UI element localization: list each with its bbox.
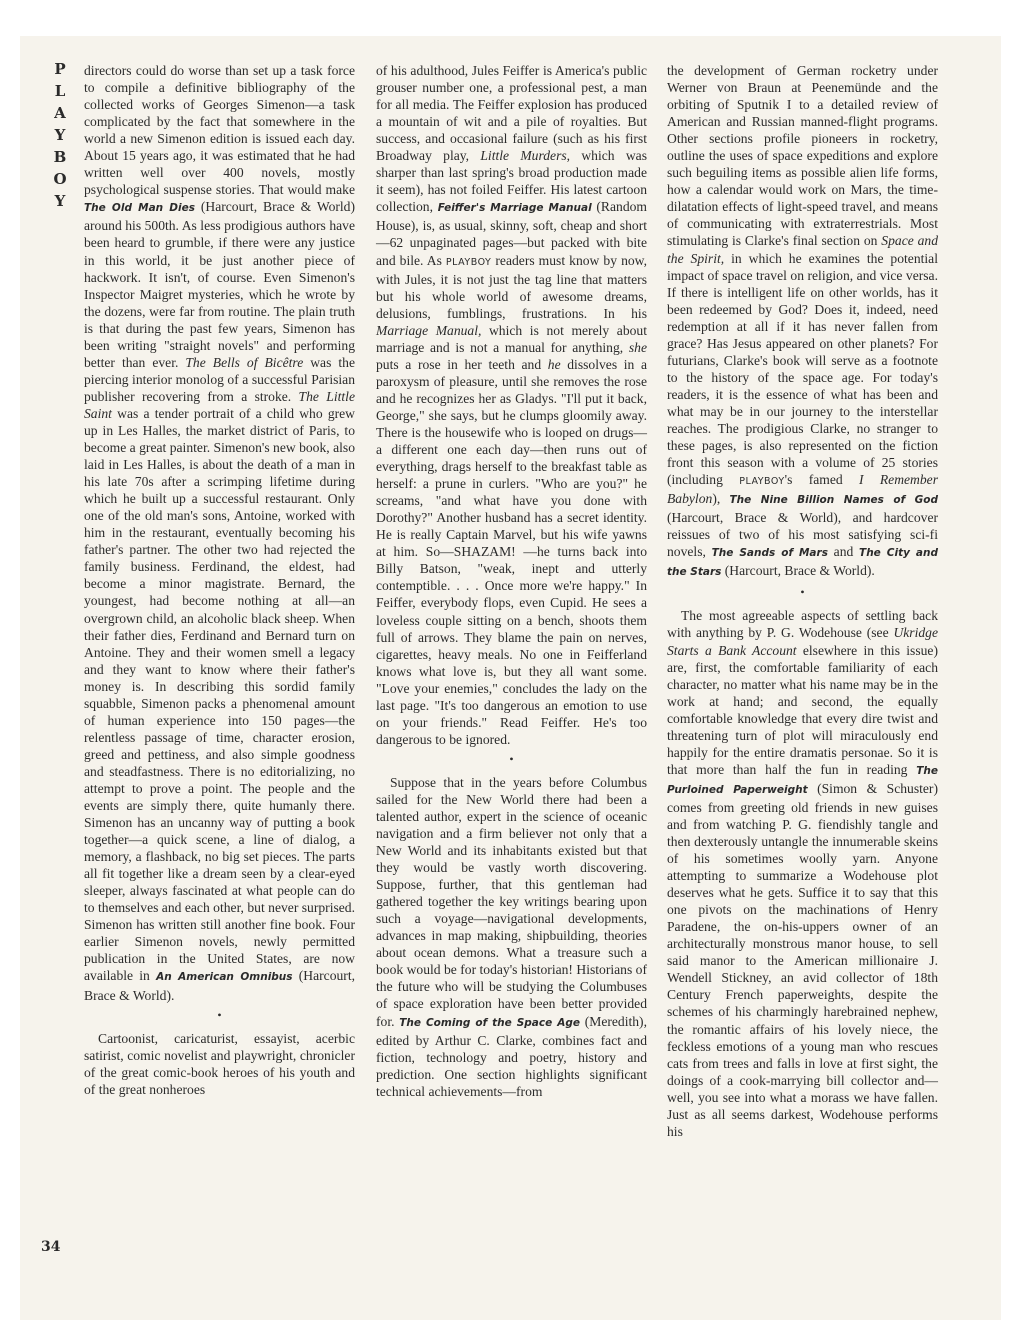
- book-title: Feiffer's Marriage Manual: [437, 202, 592, 215]
- column-2: [376, 62, 647, 1100]
- column-1: [84, 62, 355, 1098]
- book-title: The Sands of Mars: [711, 547, 828, 560]
- book-title: The Bells of Bicêtre: [185, 354, 304, 370]
- masthead-letter: O: [53, 170, 67, 188]
- paragraph-clarke: Suppose that in the years before Columbus sailed for the New World there had been a talented author, expert in the science of oceanic navigation and a firm believer not only that a New World and its inhabitants existed but that they would be vastly worth discovering. Suppose, further, that this gentleman had gathered together the key writings bearing upon such a voyage—navigational developments, advances in map making, shipbuilding, theories about ocean demons. What a treasure such a book would be for today's historian! Historians of the future who will be studying the Columbuses of space exploration have been better provided for. The Coming of the Space Age (Meredith), edited by Arthur C. Clarke, combines fact and fiction, technology and poetry, history and prediction. One section highlights significant technical achievements—from: [376, 774, 647, 1099]
- book-title: Little Murders: [480, 148, 567, 164]
- book-title: An American Omnibus: [156, 971, 293, 984]
- section-separator: •: [800, 585, 805, 600]
- paragraph-feiffer: of his adulthood, Jules Feiffer is America's public grouser number one, a professional pest, a man for all media. The Feiffer explosion has produced a mountain of wit and a pile of royalties. But success, and occasional failure (such as his first Broadway play, Little Murders, which was sharper than last spring's broad production made it seem), has not foiled Feiffer. His latest cartoon collection, Feiffer's Marriage Manual (Random House), is, as usual, skinny, soft, cheap and short—62 unpaginated pages—but packed with bite and bile. As PLAYBOY readers must know by now, with Jules, it is not just the tag line that matters but his whole world of awesome dreams, delusions, fumblings, frustrations. In his Marriage Manual, which is not merely about marriage and is not a manual for anything, she puts a rose in her teeth and he dissolves in a paroxysm of pleasure, until she removes the rose and he recognizes her as Gladys. "I'll put it back, George," she says, but he clumps gloomily away. There is the housewife who is looped on drugs—a different one each day—then runs out of everything, drags herself to the breakfast table as herself: a prune in curlers. "Who are you?" he screams, "and what have you done with Dorothy?" Another husband has a secret identity. He is really Captain Marvel, but his wife yawns at him. So—SHAZAM! —he turns back into Billy Batson, "weak, inept and utterly contemptible. . . . Once more we're happy." In Feiffer, everybody flops, even Cupid. He sees a loveless couple sitting on a bench, shoots them full of arrows. They blame the pain on nerves, cigarettes, heavy meals. No one in Feifferland knows what love is, but they all want some. "Love your enemies," concludes the lady on the last page. "It's too dangerous an emotion to use on your friends." Read Feiffer. He's too dangerous to be ignored.: [376, 63, 647, 747]
- paragraph-feiffer-start: Cartoonist, caricaturist, essayist, acerbic satirist, comic novelist and playwright, chronicler of the great comic-book heroes of his youth and of the great nonheroes: [84, 1030, 355, 1097]
- paragraph-wodehouse: The most agreeable aspects of settling back with anything by P. G. Wodehouse (see Ukridge Starts a Bank Account elsewhere in this issue) are, first, the comfortable familiarity of each character, no matter what his name may be in the work at hand; and second, the equally comfortable knowledge that every dire twist and threatening turn of plot will miraculously end happily for the entire dramatis personae. So it is that more than half the fun in reading The Purloined Paperweight (Simon & Schuster) comes from greeting old friends in new guises and from watching P. G. fiendishly tangle and then dexterously untangle the innumerable skeins of his sometimes woolly yarn. Anyone attempting to summarize a Wodehouse plot deserves what he gets. Suffice it to say that this one pivots on the machinations of Henry Paradene, the on-his-uppers owner of an architecturally monstrous manor house, to sell said manor to the American millionaire J. Wendell Stickney, an avid collector of 18th Century French paperweights, despite the schemes of his charmingly harebrained nephew, the romantic affairs of his lovely niece, the feckless emotions of a young man who rescues cats from trees and falls in love at first sight, the doings of a cook-marrying bill collector and—well, you see into what a morass we have fallen. Just as all seems darkest, Wodehouse performs his: [667, 608, 938, 1139]
- paragraph-clarke-cont: the development of German rocketry under Werner von Braun at Peenemünde and the orbiting of Sputnik I to a detailed review of American and Russian manned-flight programs. Other sections profile pioneers in rocketry, outline the uses of space expeditions and explore such beguiling items as possible alien life forms, how a calendar would work on Mars, the time-dilatation effects of light-speed travel, and means of communicating with extraterrestrials. Most stimulating is Clarke's final section on Space and the Spirit, in which he examines the potential impact of space travel on religion, and vice versa. If there is intelligent life on other worlds, has it been redeemed by God? Does it, indeed, need redemption at all if it has never fallen from grace? Has Jesus appeared on other planets? For futurians, Clarke's book will serve as a footnote to the history of the space age. For today's readers, it is the essence of what has been and what may be in our journey to the interstellar reaches. The prodigious Clarke, no stranger to these pages, is also represented on the fiction front this season with a volume of 25 stories (including PLAYBOY's famed I Remember Babylon), The Nine Billion Names of God (Harcourt, Brace & World), and hardcover reissues of two of his most satisfying sci-fi novels, The Sands of Mars and The City and the Stars (Harcourt, Brace & World).: [667, 63, 938, 579]
- masthead-letter: B: [53, 148, 67, 166]
- column-3: [667, 62, 938, 1140]
- masthead-letter: Y: [54, 126, 66, 144]
- book-title: The Coming of the Space Age: [399, 1016, 580, 1029]
- masthead: [52, 58, 68, 212]
- section-separator: •: [217, 1007, 222, 1022]
- book-title: The Purloined Paperweight: [667, 764, 938, 796]
- book-title: The Nine Billion Names of God: [729, 494, 938, 507]
- paragraph-simenon: directors could do worse than set up a task force to compile a definitive bibliography of the collected works of Georges Simenon—a task complicated by the fact that somewhere in the world a new Simenon edition is issued each day. About 15 years ago, it was estimated that he had written well over 400 novels, mostly psychological suspense stories. That would make The Old Man Dies (Harcourt, Brace & World) around his 500th. As less prodigious authors have been heard to grumble, if there were any justice in this world, it be just another piece of hackwork. It isn't, of course. Even Simenon's Inspector Maigret mysteries, which he wrote by the dozens, were far from routine. The plain truth is that during the past few years, Simenon has been writing "straight novels" and performing better than ever. The Bells of Bicêtre was the piercing interior monolog of a successful Parisian publisher recovering from a stroke. The Little Saint was a tender portrait of a child who grew up in Les Halles, the market district of Paris, to become a great painter. Simenon's new book, also laid in Les Halles, is about the death of a man in his late 70s after a scrimping lifetime during which he built up a successful restaurant. Only one of the old man's sons, Antoine, worked with him in the restaurant, eventually becoming his father's partner. The other two had rejected the family business. Ferdinand, the eldest, had become a minor magistrate. Bernard, the youngest, had become nothing at all—an overgrown child, an alcoholic black sheep. When their father dies, Ferdinand and Bernard turn on Antoine. They and their women smell a legacy and they want to know where their father's money is. In describing this sordid family squabble, Simenon packs a phenomenal amount of human experience into 150 pages—the relentless passage of time, character erosion, greed and pettiness, and also simple goodness and steadfastness. There is no editorializing, no attempt to prove a point. The people and the events are simply there, quite humanly there. Simenon has an uncanny way of putting a book together—a quick scene, a line of dialog, a memory, a flashback, no big set pieces. The parts all fit together like a dream seen by a clear-eyed sleeper, always fascinated at what people can do to themselves and each other, but never surprised. Simenon has written still another fine book. Four earlier Simenon novels, newly permitted publication in the United States, are now available in An American Omnibus (Harcourt, Brace & World).: [84, 63, 355, 1003]
- book-title: The Old Man Dies: [84, 202, 195, 215]
- book-title: The City and the Stars: [667, 547, 938, 579]
- masthead-letter: Y: [54, 192, 66, 210]
- story-title: I Remember Babylon: [667, 472, 938, 507]
- magazine-name: PLAYBOY: [739, 476, 785, 488]
- magazine-name: PLAYBOY: [445, 256, 492, 268]
- book-title: The Little Saint: [84, 388, 355, 421]
- story-title: Ukridge Starts a Bank Account: [667, 625, 938, 658]
- page-number: 34: [41, 1239, 61, 1255]
- masthead-letter: L: [54, 82, 66, 100]
- masthead-letter: A: [54, 104, 66, 122]
- masthead-letter: P: [54, 60, 66, 78]
- section-separator: •: [509, 751, 514, 766]
